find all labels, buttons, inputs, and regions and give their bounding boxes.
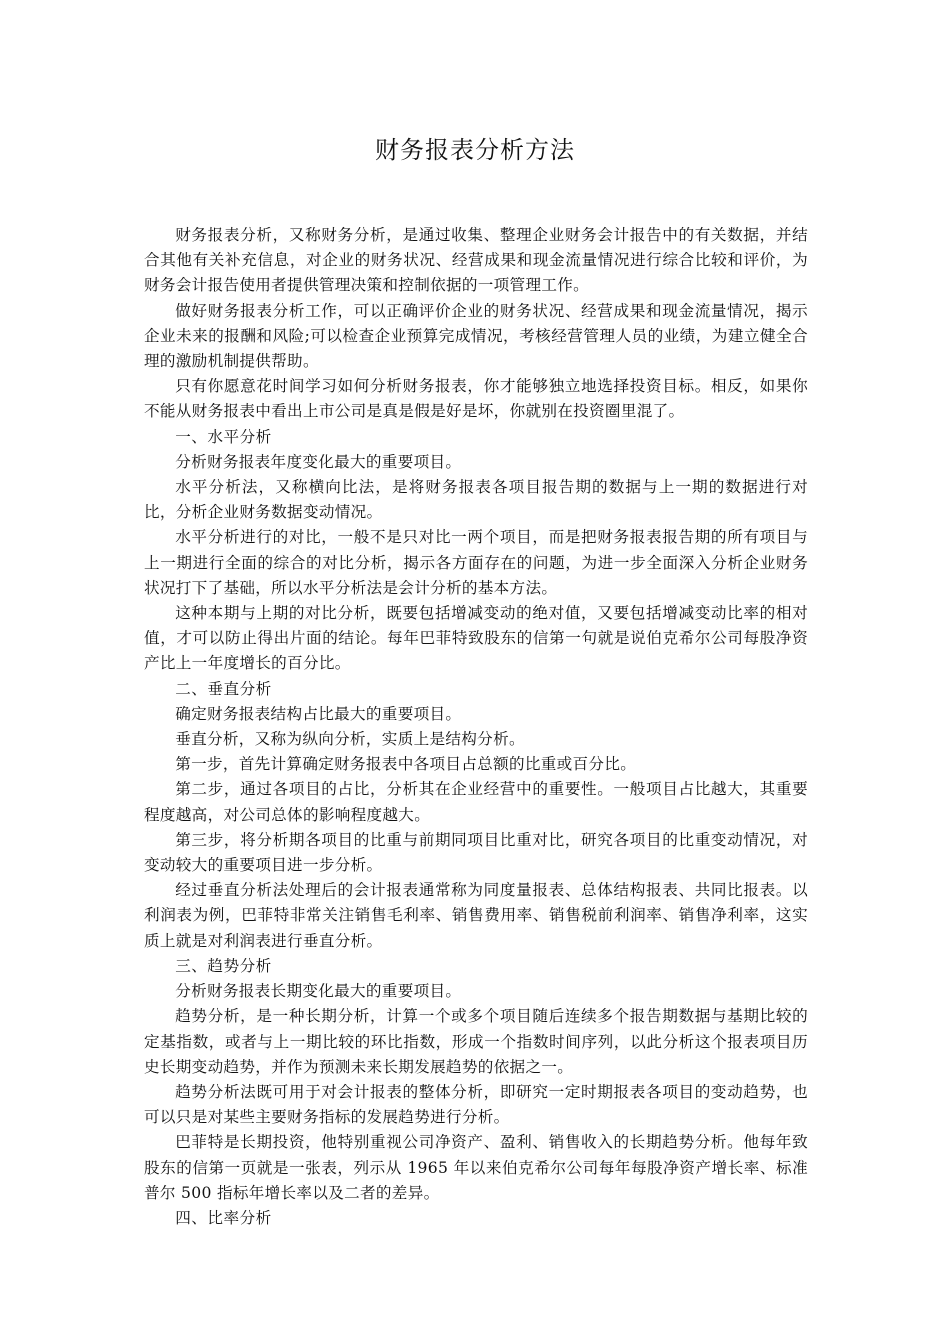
paragraph-horizontal-definition: 水平分析法，又称横向比法，是将财务报表各项目报告期的数据与上一期的数据进行对比，分析企业财务数据变动情况。 — [144, 478, 808, 522]
paragraph-vertical-step-2: 第二步，通过各项目的占比，分析其在企业经营中的重要性。一般项目占比越大，其重要程度越高，对公司总体的影响程度越大。 — [144, 780, 808, 824]
paragraph-vertical-step-1: 第一步，首先计算确定财务报表中各项目占总额的比重或百分比。 — [175, 755, 637, 774]
paragraph-intro: 财务报表分析，又称财务分析，是通过收集、整理企业财务会计报告中的有关数据，并结合其他有关补充信息，对企业的财务状况、经营成果和现金流量情况进行综合比较和评价，为财务会计报告使用者提供管理决策和控制依据的一项管理工作。 — [144, 226, 808, 295]
document-body — [144, 223, 808, 1231]
paragraph-vertical-summary: 确定财务报表结构占比最大的重要项目。 — [175, 704, 462, 723]
section-heading-horizontal: 一、水平分析 — [175, 427, 272, 446]
paragraph-trend-summary: 分析财务报表长期变化最大的重要项目。 — [175, 982, 462, 1001]
paragraph-trend-buffett: 巴菲特是长期投资，他特别重视公司净资产、盈利、销售收入的长期趋势分析。他每年致股东的信第一页就是一张表，列示从 1965 年以来伯克希尔公司每年每股净资产增长率、标准普尔 500 指标年增长率以及二者的差异。 — [144, 1133, 808, 1202]
paragraph-investor-note: 只有你愿意花时间学习如何分析财务报表，你才能够独立地选择投资目标。相反，如果你不能从财务报表中看出上市公司是真是假是好是坏，你就别在投资圈里混了。 — [144, 377, 808, 421]
paragraph-vertical-buffett: 经过垂直分析法处理后的会计报表通常称为同度量报表、总体结构报表、共同比报表。以利润表为例，巴菲特非常关注销售毛利率、销售费用率、销售税前利润率、销售净利率，这实质上就是对利润表进行垂直分析。 — [144, 881, 808, 950]
section-heading-ratio: 四、比率分析 — [175, 1208, 272, 1227]
paragraph-vertical-step-3: 第三步，将分析期各项目的比重与前期同项目比重对比，研究各项目的比重变动情况，对变动较大的重要项目进一步分析。 — [144, 830, 808, 875]
section-heading-trend: 三、趋势分析 — [175, 956, 272, 975]
paragraph-horizontal-buffett: 这种本期与上期的对比分析，既要包括增减变动的绝对值，又要包括增减变动比率的相对值，才可以防止得出片面的结论。每年巴菲特致股东的信第一句就是说伯克希尔公司每股净资产比上一年度增长的百分比。 — [144, 604, 808, 673]
paragraph-vertical-definition: 垂直分析，又称为纵向分析，实质上是结构分析。 — [175, 730, 525, 749]
paragraph-trend-usage: 趋势分析法既可用于对会计报表的整体分析，即研究一定时期报表各项目的变动趋势，也可以只是对某些主要财务指标的发展趋势进行分析。 — [144, 1082, 808, 1127]
paragraph-purpose: 做好财务报表分析工作，可以正确评价企业的财务状况、经营成果和现金流量情况，揭示企业未来的报酬和风险;可以检查企业预算完成情况，考核经营管理人员的业绩，为建立健全合理的激励机制提供帮助。 — [144, 301, 808, 371]
paragraph-trend-definition: 趋势分析，是一种长期分析，计算一个或多个项目随后连续多个报告期数据与基期比较的定基指数，或者与上一期比较的环比指数，形成一个指数时间序列，以此分析这个报表项目历史长期变动趋势，并作为预测未来长期发展趋势的依据之一。 — [144, 1007, 808, 1076]
section-heading-vertical: 二、垂直分析 — [175, 679, 272, 698]
document-title: 财务报表分析方法 — [375, 136, 575, 164]
paragraph-horizontal-summary: 分析财务报表年度变化最大的重要项目。 — [175, 452, 462, 471]
paragraph-horizontal-method: 水平分析进行的对比，一般不是只对比一两个项目，而是把财务报表报告期的所有项目与上一期进行全面的综合的对比分析，揭示各方面存在的问题，为进一步全面深入分析企业财务状况打下了基础，所以水平分析法是会计分析的基本方法。 — [144, 528, 808, 597]
